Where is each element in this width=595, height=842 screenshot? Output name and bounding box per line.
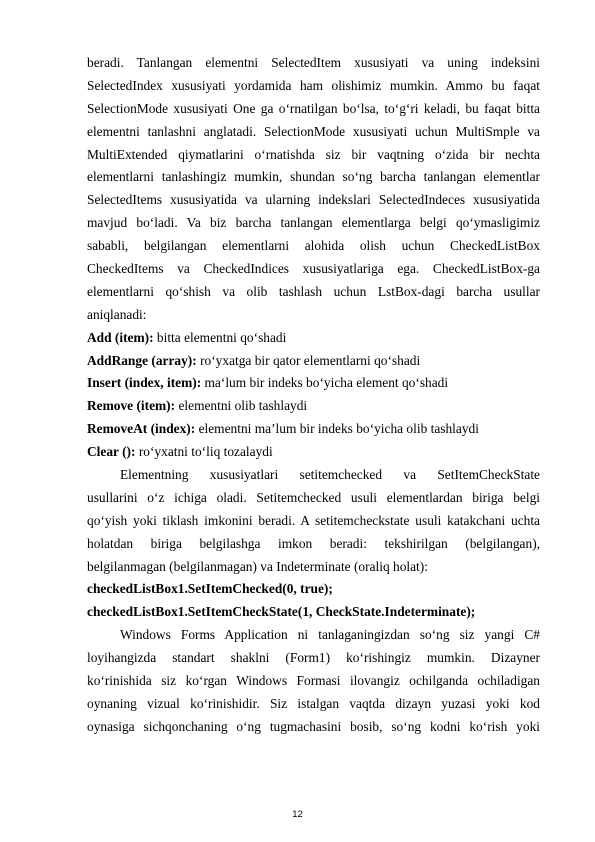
method-description: ro‘yxatga bir qator elementlarni qo‘shadi	[196, 352, 421, 368]
code-line: checkedListBox1.SetItemChecked(0, true);	[87, 581, 333, 597]
method-item	[87, 395, 540, 418]
text-line: SelectionMode xususiyati One ga o‘rnatilgan bo‘lsa, to‘g‘ri keladi, bu faqat bitta	[87, 100, 540, 116]
text-line: sababli, belgilangan elementlarni alohida olish uchun CheckedListBox	[87, 238, 540, 254]
method-description: bitta elementni qo‘shadi	[153, 329, 287, 345]
text-line: MultiExtended qiymatlarini o‘rnatishda siz bir vaqtning o‘zida bir nechta	[87, 146, 540, 162]
text-line: aniqlanadi:	[87, 306, 147, 322]
code-line: checkedListBox1.SetItemCheckState(1, CheckState.Indeterminate);	[87, 604, 476, 620]
text-line: mavjud bo‘ladi. Va biz barcha tanlangan elementlarga belgi qo‘ymasligimiz	[87, 215, 540, 231]
method-item	[87, 418, 540, 441]
text-line: oynasiga sichqonchaning o‘ng tugmachasini bosib, so‘ng kodni ko‘rish yoki	[87, 718, 540, 734]
methods-list	[87, 327, 540, 464]
text-line: elementni tanlashni anglatadi. SelectionMode xususiyati uchun MultiSmple va	[87, 123, 540, 139]
method-description: elementni ma’lum bir indeks bo‘yicha olib tashlaydi	[195, 421, 479, 437]
text-line: qo‘yish yoki tiklash imkonini beradi. A setitemcheckstate usuli katakchani uchta	[87, 512, 540, 528]
method-name: Add (item):	[87, 329, 154, 345]
method-description: ma‘lum bir indeks bo‘yicha element qo‘shadi	[201, 375, 449, 391]
method-item	[87, 372, 540, 395]
method-name: Clear ():	[87, 444, 136, 460]
method-name: Insert (index, item):	[87, 375, 202, 391]
method-name: Remove (item):	[87, 398, 176, 414]
text-line: Windows Forms Application ni tanlaganingizdan so‘ng siz yangi C#	[120, 627, 540, 643]
text-line: loyihangizda standart shaklni (Form1) ko‘rishingiz mumkin. Dizayner	[87, 650, 540, 666]
text-line: ko‘rinishida siz ko‘rgan Windows Formasi ilovangiz ochilganda ochiladigan	[87, 673, 540, 689]
text-line: CheckedItems va CheckedIndices xususiyatlariga ega. CheckedListBox-ga	[87, 261, 540, 277]
text-line: SelectedItems xususiyatida va ularning indekslari SelectedIndeces xususiyatida	[87, 192, 540, 208]
method-description: elementni olib tashlaydi	[175, 398, 308, 414]
method-description: ro‘yxatni to‘liq tozalaydi	[135, 444, 273, 460]
text-line: SelectedIndex xususiyati yordamida ham olishimiz mumkin. Ammo bu faqat	[87, 77, 540, 93]
text-line: belgilanmagan (belgilanmagan) va Indeterminate (oraliq holat):	[87, 558, 428, 574]
document-page	[87, 52, 540, 739]
paragraph-checkedlistbox-selection	[87, 52, 540, 327]
method-item	[87, 441, 540, 464]
method-item	[87, 327, 540, 350]
text-line: elementlarni qo‘shish va olib tashlash uchun LstBox-dagi barcha usullar	[87, 283, 540, 299]
paragraph-item-properties	[87, 464, 540, 578]
method-name: AddRange (array):	[87, 352, 197, 368]
text-line: holatdan biriga belgilashga imkon beradi: tekshirilgan (belgilangan),	[87, 535, 540, 551]
method-item	[87, 350, 540, 373]
text-line: usullarini o‘z ichiga oladi. Setitemchecked usuli elementlardan biriga belgi	[87, 489, 540, 505]
paragraph-windows-forms	[87, 624, 540, 738]
code-block	[87, 578, 540, 624]
text-line: Elementning xususiyatlari setitemchecked va SetItemCheckState	[120, 467, 540, 483]
page-number: 12	[292, 809, 303, 820]
text-line: beradi. Tanlangan elementni SelectedItem xususiyati va uning indeksini	[87, 55, 540, 70]
method-name: RemoveAt (index):	[87, 421, 196, 437]
text-line: oynaning vizual ko‘rinishidir. Siz istalgan vaqtda dizayn yuzasi yoki kod	[87, 695, 540, 711]
text-line: elementlarni tanlashingiz mumkin, shundan so‘ng barcha tanlangan elementlar	[87, 169, 540, 185]
